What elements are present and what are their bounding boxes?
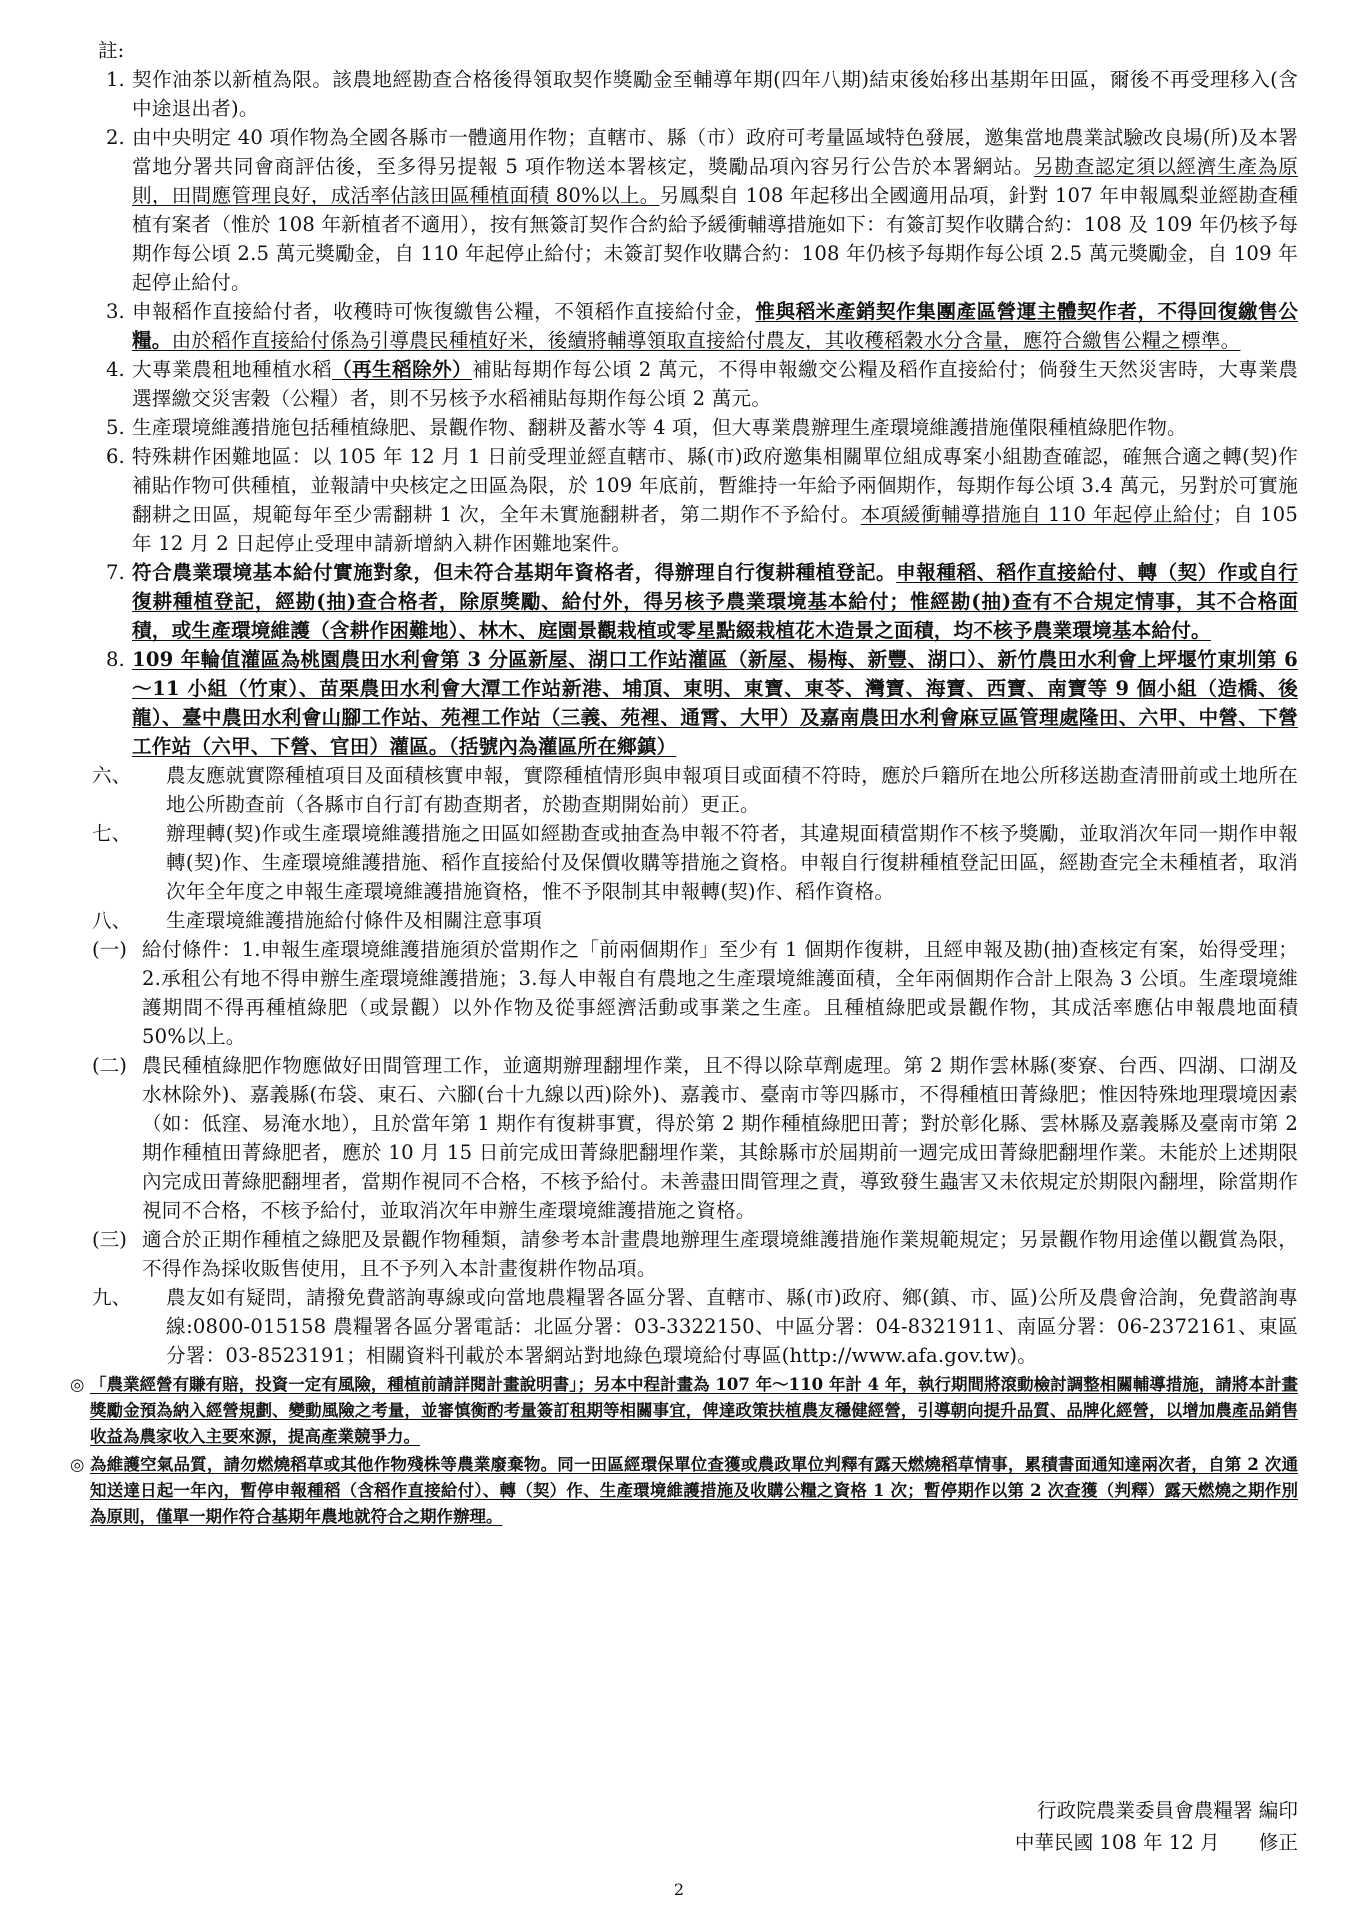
note-segment: 本項緩衝輔導措施自 110 年起停止給付 <box>860 503 1214 526</box>
sections-list <box>88 761 1298 935</box>
subsection-text: 適合於正期作種植之綠肥及景觀作物種類，請參考本計畫農地辦理生產環境維護措施作業規範規定；另景觀作物用途僅以觀賞為限，不得作為採收販售使用，且不予列入本計畫復耕作物品項。 <box>142 1228 1298 1280</box>
note-segment: 申報種稻、稻作直接給付、轉（契）作或自行復耕種植登記，經勘(抽)查合格者，除原獎勵、給付外，得另核予農業環境基本給付；惟經勘(抽)查有不合規定情事，其不合格面積，或生產環境維護（含耕作困難地）、林木、庭園景觀栽植或零星點綴栽植花木造景之面積，均不核予農業環境基本給付。 <box>132 561 1298 642</box>
note-item <box>106 355 1298 413</box>
subsection-item <box>92 1225 1298 1283</box>
note-number: 8. <box>106 648 125 671</box>
remark-text <box>90 1452 1298 1530</box>
note-item <box>106 558 1298 645</box>
note-text <box>132 355 1298 413</box>
section-item <box>88 819 1298 906</box>
note-number: 5. <box>106 416 125 439</box>
subsection-text: 給付條件：1.申報生產環境維護措施須於當期作之「前兩個期作」至少有 1 個期作復耕，且經申報及勘(抽)查核定有案，始得受理；2.承租公有地不得申辦生產環境維護措施；3.每人申報自有農地之生產環境維護面積，全年兩個期作合計上限為 3 公頃。生產環境維護期間不得再種植綠肥（或景觀）以外作物及從事經濟活動或事業之生產。且種植綠肥或景觀作物，其成活率應佔申報農地面積 50%以上。 <box>142 938 1298 1048</box>
note-segment: 109 年輪值灌區為桃園農田水利會第 3 分區新屋、湖口工作站灌區（新屋、楊梅、新豐、湖口）、新竹農田水利會上坪堰竹東圳第 6～11 小組（竹東）、苗栗農田水利會大潭工作站新港、埔頂、東明、東寶、東苓、灣寶、海寶、西寶、南寶等 9 個小組（造橋、後龍）、臺中農田水利會山腳工作站、苑裡工作站（三義、苑裡、通霄、大甲）及嘉南農田水利會麻豆區管理處隆田、六甲、中營、下營工作站（六甲、下營、官田）灌區。（括號內為灌區所在鄉鎮） <box>132 648 1298 758</box>
publisher-line: 行政院農業委員會農糧署 編印 <box>1037 1799 1298 1822</box>
note-number: 3. <box>106 300 125 323</box>
note-segment: （再生稻除外） <box>332 358 473 381</box>
section-number: 八、 <box>92 909 132 932</box>
subsection-item <box>92 1051 1298 1225</box>
note-text <box>132 413 1298 442</box>
section-text: 農友應就實際種植項目及面積核實申報，實際種植情形與申報項目或面積不符時，應於戶籍所在地公所移送勘查清冊前或土地所在地公所勘查前（各縣市自行訂有勘查期者，於勘查期開始前）更正。 <box>166 764 1298 816</box>
document-body <box>70 36 1299 1530</box>
note-segment: 申報稻作直接給付者，收穫時可恢復繳售公糧，不領稻作直接給付金， <box>132 300 756 323</box>
subsection-number: (二) <box>92 1054 127 1077</box>
note-text <box>132 297 1298 355</box>
subsection-item <box>92 935 1298 1051</box>
section-number: 九、 <box>92 1286 132 1309</box>
note-number: 4. <box>106 358 125 381</box>
remark-bullet: ◎ <box>70 1375 85 1394</box>
section-item <box>88 761 1298 819</box>
note-text <box>132 558 1298 645</box>
notes-list <box>88 65 1298 761</box>
note-segment: ；自 105 年 12 月 2 日起停止受理申請新增納入耕作困難地案件。 <box>132 503 1299 555</box>
revision-date-line: 中華民國 108 年 12 月 修正 <box>1014 1831 1298 1854</box>
section-text: 農友如有疑問，請撥免費諮詢專線或向當地農糧署各區分署、直轄市、縣(市)政府、鄉(鎮、市、區)公所及農會洽詢，免費諮詢專線:0800-015158 農糧署各區分署電話：北區分署：03-3322150、中區分署：04-8321911、南區分署：06-2372161、東區分署：03-8523191；相關資料刊載於本署網站對地綠色環境給付專區(http://www.afa.gov.tw)。 <box>166 1286 1299 1367</box>
subsection-number: (三) <box>92 1228 127 1251</box>
note-segment: 大專業農租地種植水稻 <box>132 358 333 381</box>
note-segment: 補貼每期作每公頃 2 萬元，不得申報繳交公糧及稻作直接給付；倘發生天然災害時，大專業農選擇繳交災害穀（公糧）者，則不另核予水稻補貼每期作每公頃 2 萬元。 <box>132 358 1298 410</box>
section-item <box>88 906 1298 935</box>
note-segment: 由中央明定 40 項作物為全國各縣市一體適用作物；直轄市、縣（市）政府可考量區域特色發展，邀集當地農業試驗改良場(所)及本署當地分署共同會商評估後，至多得另提報 5 項作物送本署核定，獎勵品項內容另行公告於本署網站。 <box>132 126 1298 178</box>
section-number: 六、 <box>92 764 132 787</box>
subsections-list <box>88 935 1298 1283</box>
notes-label: 註: <box>98 39 125 62</box>
remark-segment: 為維護空氣品質，請勿燃燒稻草或其他作物殘株等農業廢棄物。同一田區經環保單位查獲或農政單位判釋有露天燃燒稻草情事，累積書面通知達兩次者，自第 2 次通知送達日起一年內，暫停申報種稻（含稻作直接給付）、轉（契）作、生產環境維護措施及收購公糧之資格 1 次；暫停期作以第 2 次查獲（判釋）露天燃燒之期作別為原則，僅單一期作符合基期年農地就符合之期作辦理。 <box>90 1455 1298 1526</box>
note-number: 6. <box>106 445 125 468</box>
section-number: 七、 <box>92 822 132 845</box>
note-segment: 由於稻作直接給付係為引導農民種植好米，後續將輔導領取直接給付農友，其收穫稻穀水分含量，應符合繳售公糧之標準。 <box>171 329 1241 352</box>
note-number: 7. <box>106 561 125 584</box>
note-item <box>106 65 1298 123</box>
subsection-number: (一) <box>92 938 127 961</box>
note-segment: 另鳳梨自 108 年起移出全國適用品項，針對 107 年申報鳳梨並經勘查種植有案者（惟於 108 年新植者不適用），按有無簽訂契作合約給予緩衝輔導措施如下：有簽訂契作收購合約：108 及 109 年仍核予每期作每公頃 2.5 萬元獎勵金，自 110 年起停止給付；未簽訂契作收購合約：108 年仍核予每期作每公頃 2.5 萬元獎勵金，自 109 年起停止給付。 <box>132 184 1298 294</box>
note-item <box>106 442 1298 558</box>
subsection-text: 農民種植綠肥作物應做好田間管理工作，並適期辦理翻埋作業，且不得以除草劑處理。第 2 期作雲林縣(麥寮、台西、四湖、口湖及水林除外)、嘉義縣(布袋、東石、六腳(台十九線以西)除外)、嘉義市、臺南市等四縣市，不得種植田菁綠肥；惟因特殊地理環境因素（如：低窪、易淹水地），且於當年第 1 期作有復耕事實，得於第 2 期作種植綠肥田菁；對於彰化縣、雲林縣及嘉義縣及臺南市第 2 期作種植田菁綠肥者，應於 10 月 15 日前完成田菁綠肥翻埋作業，其餘縣市於屆期前一週完成田菁綠肥翻埋作業。未能於上述期限內完成田菁綠肥翻埋者，當期作視同不合格，不核予給付。未善盡田間管理之責，導致發生蟲害又未依規定於期限內翻埋，除當期作視同不合格，不核予給付，並取消次年申辦生產環境維護措施之資格。 <box>142 1054 1298 1222</box>
remark-bullet: ◎ <box>70 1455 85 1474</box>
note-text <box>132 645 1298 761</box>
page-number: 2 <box>673 1880 685 1899</box>
note-text <box>132 442 1298 558</box>
section-text: 生產環境維護措施給付條件及相關注意事項 <box>166 909 543 932</box>
remark-text <box>90 1372 1298 1450</box>
remark-item <box>70 1452 1298 1530</box>
note-text <box>132 65 1298 123</box>
note-number: 2. <box>106 126 125 149</box>
note-segment: 契作油茶以新植為限。該農地經勘查合格後得領取契作獎勵金至輔導年期(四年八期)結束後始移出基期年田區，爾後不再受理移入(含中途退出者)。 <box>132 68 1298 120</box>
note-item <box>106 645 1298 761</box>
note-item <box>106 297 1298 355</box>
note-segment: 惟與稻米產銷契作集團產區營運主體契作者，不得回復繳售公糧。 <box>132 300 1298 352</box>
note-segment: 生產環境維護措施包括種植綠肥、景觀作物、翻耕及蓄水等 4 項，但大專業農辦理生產環境維護措施僅限種植綠肥作物。 <box>132 416 1187 439</box>
note-item <box>106 123 1298 297</box>
note-segment: 另勘查認定須以經濟生產為原則，田間應管理良好，成活率佔該田區種植面積 80%以上。 <box>132 155 1298 207</box>
note-item <box>106 413 1298 442</box>
note-segment: 符合農業環境基本給付實施對象，但未符合基期年資格者，得辦理自行復耕種植登記。 <box>132 561 897 584</box>
note-number: 1. <box>106 68 125 91</box>
section-nine <box>88 1283 1298 1370</box>
note-text <box>132 123 1298 297</box>
remark-item <box>70 1372 1298 1450</box>
section-text: 辦理轉(契)作或生產環境維護措施之田區如經勘查或抽查為申報不符者，其違規面積當期作不核予獎勵，並取消次年同一期作申報轉(契)作、生產環境維護措施、稻作直接給付及保價收購等措施之資格。申報自行復耕種植登記田區，經勘查完全未種植者，取消次年全年度之申報生產環境維護措施資格，惟不予限制其申報轉(契)作、稻作資格。 <box>166 822 1298 903</box>
note-segment: 特殊耕作困難地區：以 105 年 12 月 1 日前受理並經直轄市、縣(市)政府邀集相關單位組成專案小組勘查確認，確無合適之轉(契)作補貼作物可供種植，並報請中央核定之田區為限，於 109 年底前，暫維持一年給予兩個期作，每期作每公頃 3.4 萬元，另對於可實施翻耕之田區，規範每年至少需翻耕 1 次，全年未實施翻耕者，第二期作不予給付。 <box>132 445 1298 526</box>
remarks-list <box>70 1372 1298 1530</box>
remark-segment: 「農業經營有賺有賠，投資一定有風險，種植前請詳閱計畫說明書」；另本中程計畫為 107 年～110 年計 4 年，執行期間將滾動檢討調整相關輔導措施，請將本計畫獎勵金預為納入經營規劃、變動風險之考量，並審慎衡酌考量簽訂租期等相關事宜，俾達政策扶植農友穩健經營，引導朝向提升品質、品牌化經營，以增加農產品銷售收益為農家收入主要來源，提高產業競爭力。 <box>90 1375 1298 1446</box>
